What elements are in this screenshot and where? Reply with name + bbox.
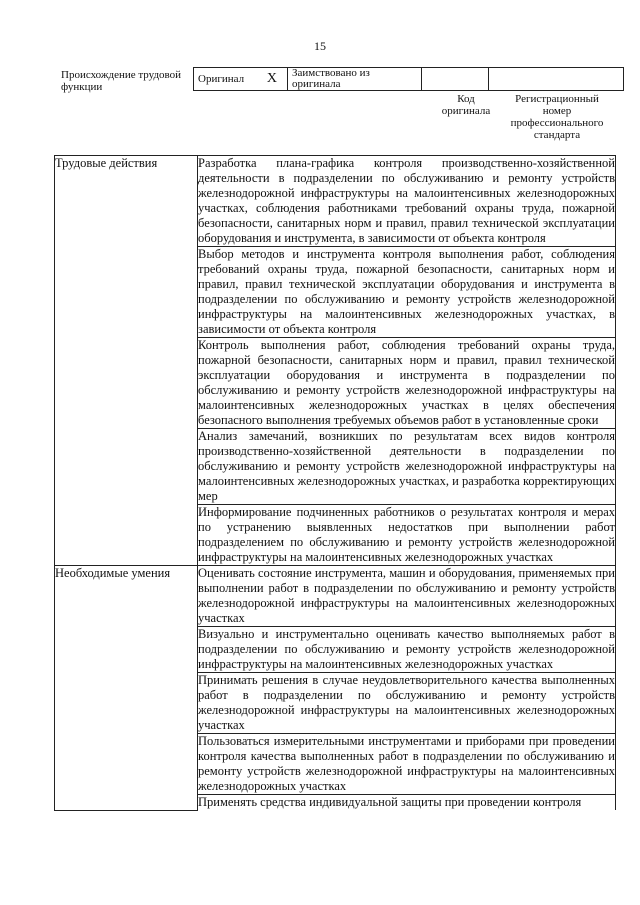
origin-table: [193, 67, 624, 91]
labor-action-item: Информирование подчиненных работников о результатах контроля и мерах по устранению выявленных недостатков при выполнении работ подразделением по обслуживанию и ремонту устройств железнодорожной инфраструктуры на малоинтенсивных железнодорожных участках: [198, 505, 615, 564]
original-label: Оригинал: [198, 73, 245, 85]
section-title-labor-actions: Трудовые действия: [55, 156, 198, 566]
labor-action-item: Контроль выполнения работ, соблюдения требований охраны труда, пожарной безопасности, санитарных норм и правил, правил технической эксплуатации оборудования и инструмента в подразделении по обслуживанию и ремонту устройств железнодорожной инфраструктуры на малоинтенсивных железнодорожных участках в целях обеспечения безопасного выполнения требуемых объемов работ в установленные сроки: [198, 338, 615, 427]
skill-item: Визуально и инструментально оценивать качество выполняемых работ в подразделении по обслуживанию и ремонту устройств железнодорожной инфраструктуры на малоинтенсивных железнодорожных участках: [198, 627, 615, 671]
skill-item: Пользоваться измерительными инструментами и приборами при проведении контроля качества выполненных работ в подразделении по обслуживанию и ремонту устройств железнодорожной инфраструктуры на малоинтенсивных железнодорожных участках: [198, 734, 615, 793]
labor-function-table: [54, 155, 616, 811]
original-code-caption: Код оригинала: [441, 93, 491, 117]
section-title-required-skills: Необходимые умения: [55, 566, 198, 811]
labor-action-item: Выбор методов и инструмента контроля выполнения работ, соблюдения требований охраны труда, пожарной безопасности, санитарных норм и правил, правил технической эксплуатации оборудования и инструмента в подразделении по обслуживанию и ремонту устройств железнодорожной инфраструктуры на малоинтенсивных железнодорожных участках, в зависимости от объекта контроля: [198, 247, 615, 336]
borrowed-label: Заимствовано из оригинала: [288, 68, 422, 91]
labor-action-item: Анализ замечаний, возникших по результатам всех видов контроля производственно-хозяйственной деятельности в подразделении по обслуживанию и ремонту устройств железнодорожной инфраструктуры на малоинтенсивных железнодорожных участках, и разработка корректирующих мер: [198, 429, 615, 503]
original-cell: [194, 68, 288, 91]
skill-item: Оценивать состояние инструмента, машин и оборудования, применяемых при выполнении работ в подразделении по обслуживанию и ремонту устройств железнодорожной инфраструктуры на малоинтенсивных железнодорожных участках: [198, 566, 615, 625]
registration-number-caption: Регистрационный номер профессионального стандарта: [510, 93, 604, 141]
original-mark: X: [266, 71, 277, 86]
skill-item: Принимать решения в случае неудовлетворительного качества выполненных работ в подразделении по обслуживанию и ремонту устройств железнодорожной инфраструктуры на малоинтенсивных железнодорожных участках: [198, 673, 615, 732]
original-code-cell: [422, 68, 489, 91]
table-row: [55, 156, 616, 247]
page-number: 15: [314, 39, 326, 53]
skill-item: Применять средства индивидуальной защиты при проведении контроля: [198, 795, 616, 811]
origin-label: Происхождение трудовой функции: [61, 69, 182, 93]
registration-number-cell: [489, 68, 624, 91]
labor-action-item: Разработка плана-графика контроля производственно-хозяйственной деятельности в подразделении по обслуживанию и ремонту устройств железнодорожной инфраструктуры на малоинтенсивных железнодорожных участках, соблюдения работниками требований охраны труда, пожарной безопасности, санитарных норм и правил, правил технической эксплуатации оборудования и инструмента, в зависимости от объекта контроля: [198, 156, 615, 245]
table-row: [55, 566, 616, 627]
